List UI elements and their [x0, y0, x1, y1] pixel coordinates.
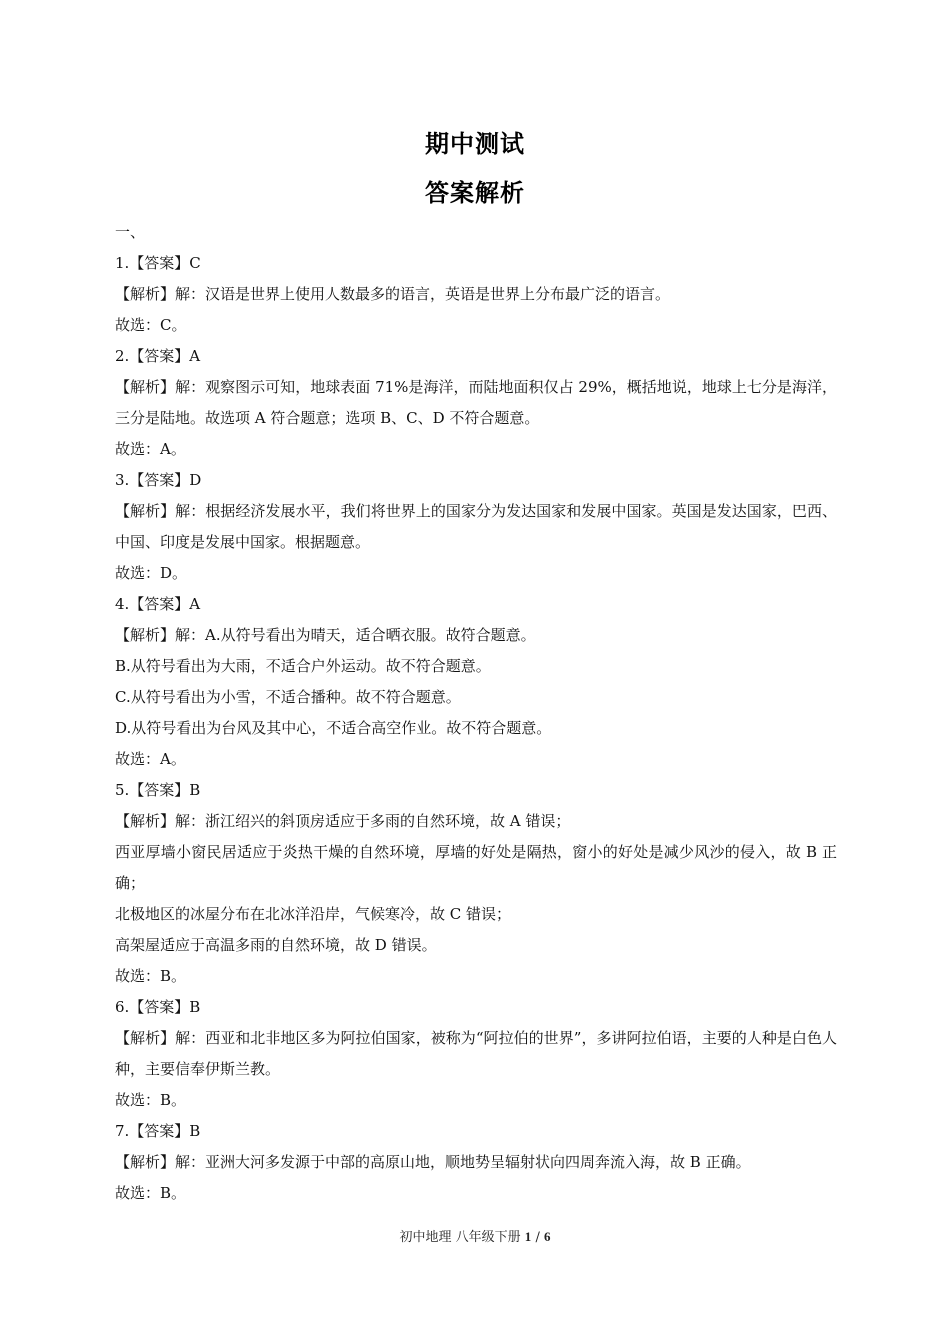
analysis-paragraph: 【解析】解：根据经济发展水平，我们将世界上的国家分为发达国家和发展中国家。英国是发达国家，巴西、中国、印度是发展中国家。根据题意。	[115, 502, 837, 551]
answer-line: 6.【答案】B	[115, 998, 201, 1016]
analysis-paragraph: 【解析】解：A.从符号看出为晴天，适合晒衣服。故符合题意。	[115, 626, 536, 644]
choice-line: 故选：D。	[115, 564, 188, 582]
analysis-paragraph: 【解析】解：亚洲大河多发源于中部的高原山地，顺地势呈辐射状向四周奔流入海，故 B 正确。	[115, 1153, 751, 1171]
section-heading: 一、	[115, 223, 146, 241]
choice-line: 故选：B。	[115, 967, 187, 985]
option-explanation: 高架屋适应于高温多雨的自然环境，故 D 错误。	[115, 936, 437, 954]
answer-line: 7.【答案】B	[115, 1122, 201, 1140]
analysis-paragraph: 【解析】解：西亚和北非地区多为阿拉伯国家，被称为“阿拉伯的世界”，多讲阿拉伯语，主要的人种是白色人种，主要信奉伊斯兰教。	[115, 1029, 837, 1078]
choice-line: 故选：A。	[115, 750, 186, 768]
answer-line: 3.【答案】D	[115, 471, 202, 489]
page-title: 期中测试	[425, 130, 525, 158]
analysis-paragraph: 【解析】解：观察图示可知，地球表面 71%是海洋，而陆地面积仅占 29%，概括地说，地球上七分是海洋，三分是陆地。故选项 A 符合题意；选项 B、C、D 不符合题意。	[115, 378, 837, 427]
option-explanation: 西亚厚墙小窗民居适应于炎热干燥的自然环境，厚墙的好处是隔热，窗小的好处是减少风沙的侵入，故 B 正确；	[115, 843, 837, 892]
choice-line: 故选：B。	[115, 1091, 187, 1109]
option-explanation: C.从符号看出为小雪，不适合播种。故不符合题意。	[115, 688, 461, 706]
analysis-paragraph: 【解析】解：汉语是世界上使用人数最多的语言，英语是世界上分布最广泛的语言。	[115, 285, 671, 303]
answer-line: 4.【答案】A	[115, 595, 201, 613]
answer-line: 2.【答案】A	[115, 347, 201, 365]
option-explanation: D.从符号看出为台风及其中心，不适合高空作业。故不符合题意。	[115, 719, 552, 737]
footer-separator: /	[535, 1230, 540, 1245]
page-subtitle: 答案解析	[425, 179, 525, 207]
choice-line: 故选：A。	[115, 440, 186, 458]
footer-page-total: 6	[543, 1229, 551, 1244]
choice-line: 故选：C。	[115, 316, 187, 334]
option-explanation: 北极地区的冰屋分布在北冰洋沿岸，气候寒冷，故 C 错误；	[115, 905, 512, 923]
analysis-paragraph: 【解析】解：浙江绍兴的斜顶房适应于多雨的自然环境，故 A 错误；	[115, 812, 571, 830]
answer-body	[115, 217, 837, 1209]
answer-line: 1.【答案】C	[115, 254, 201, 272]
page-footer	[0, 1226, 950, 1245]
footer-page-number: 1	[524, 1229, 532, 1244]
footer-subject: 初中地理 八年级下册	[399, 1230, 521, 1245]
choice-line: 故选：B。	[115, 1184, 187, 1202]
answer-line: 5.【答案】B	[115, 781, 201, 799]
option-explanation: B.从符号看出为大雨，不适合户外运动。故不符合题意。	[115, 657, 491, 675]
